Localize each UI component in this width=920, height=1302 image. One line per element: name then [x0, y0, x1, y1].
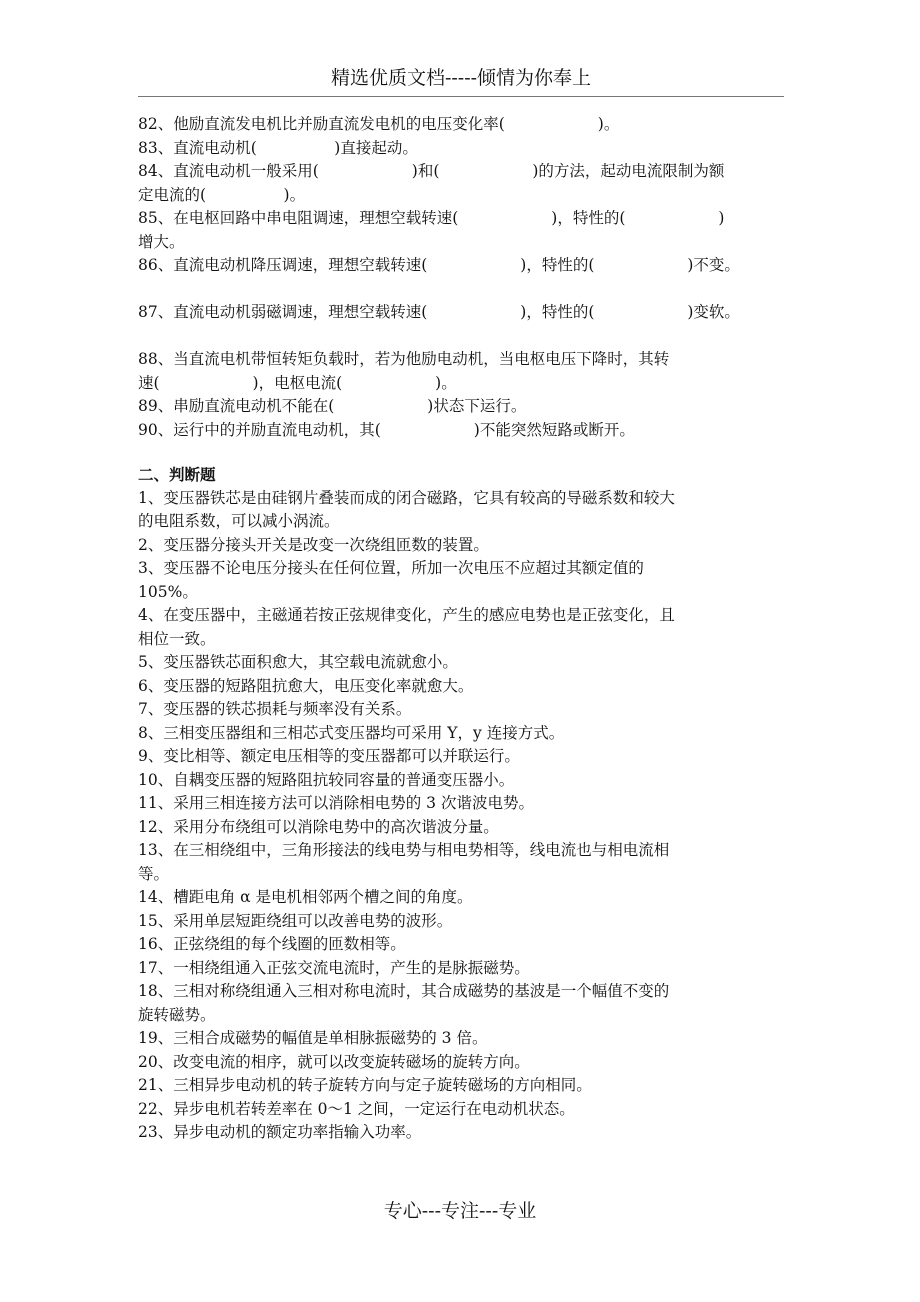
question-line: 83、直流电动机( )直接起动。	[138, 138, 418, 157]
page-footer	[0, 1196, 920, 1223]
question-line: 4、在变压器中，主磁通若按正弦规律变化，产生的感应电势也是正弦变化，且	[138, 606, 675, 624]
question-j15	[138, 910, 788, 934]
question-j23	[138, 1121, 788, 1145]
question-line: 9、变比相等、额定电压相等的变压器都可以并联运行。	[138, 747, 520, 765]
question-q83	[138, 137, 788, 161]
question-j20	[138, 1051, 788, 1075]
question-line: 14、槽距电角 α 是电机相邻两个槽之间的角度。	[138, 888, 473, 906]
question-line: 84、直流电动机一般采用( )和( )的方法，起动电流限制为额	[138, 162, 725, 180]
question-line: 82、他励直流发电机比并励直流发电机的电压变化率( )。	[138, 115, 620, 133]
question-j7	[138, 698, 788, 722]
question-line: 13、在三相绕组中，三角形接法的线电势与相电势相等，线电流也与相电流相	[138, 841, 670, 859]
question-line: 速( )，电枢电流( )。	[138, 373, 457, 392]
question-j12	[138, 816, 788, 840]
question-line: 85、在电枢回路中串电阻调速，理想空载转速( )，特性的( )	[138, 209, 725, 227]
question-j14	[138, 886, 788, 910]
question-j3	[138, 557, 788, 604]
question-line: 88、当直流电机带恒转矩负载时，若为他励电动机，当电枢电压下降时，其转	[138, 350, 670, 368]
question-line: 87、直流电动机弱磁调速，理想空载转速( )，特性的( )变软。	[138, 303, 740, 321]
question-line: 7、变压器的铁芯损耗与频率没有关系。	[138, 700, 412, 718]
question-line: 定电流的( )。	[138, 185, 306, 204]
question-line: 等。	[138, 864, 170, 883]
question-line: 增大。	[138, 232, 185, 251]
footer-text: 专心---专注---专业	[383, 1200, 537, 1222]
question-line: 90、运行中的并励直流电动机，其( )不能突然短路或断开。	[138, 420, 635, 439]
question-q87	[138, 301, 788, 325]
question-q88	[138, 348, 788, 395]
question-line: 11、采用三相连接方法可以消除相电势的 3 次谐波电势。	[138, 794, 534, 812]
question-line: 的电阻系数，可以减小涡流。	[138, 512, 340, 530]
question-line: 旋转磁势。	[138, 1005, 216, 1024]
question-line: 19、三相合成磁势的幅值是单相脉振磁势的 3 倍。	[138, 1029, 488, 1047]
question-j1	[138, 487, 788, 534]
fill-in-questions	[138, 113, 788, 442]
question-line: 10、自耦变压器的短路阻抗较同容量的普通变压器小。	[138, 770, 515, 789]
question-j5	[138, 651, 788, 675]
question-q90	[138, 419, 788, 443]
question-q84	[138, 160, 788, 207]
question-line: 相位一致。	[138, 629, 216, 648]
question-q82	[138, 113, 788, 137]
question-j16	[138, 933, 788, 957]
judgment-questions	[138, 487, 788, 1145]
question-line: 2、变压器分接头开关是改变一次绕组匝数的装置。	[138, 535, 489, 554]
question-j22	[138, 1098, 788, 1122]
document-body	[138, 113, 788, 1145]
question-line: 16、正弦绕组的每个线圈的匝数相等。	[138, 935, 406, 953]
question-line: 22、异步电机若转差率在 0～1 之间，一定运行在电动机状态。	[138, 1099, 575, 1118]
question-j17	[138, 957, 788, 981]
question-j13	[138, 839, 788, 886]
question-j19	[138, 1027, 788, 1051]
question-j10	[138, 769, 788, 793]
question-line: 89、串励直流电动机不能在( )状态下运行。	[138, 397, 527, 415]
question-line: 6、变压器的短路阻抗愈大，电压变化率就愈大。	[138, 676, 474, 695]
question-line: 21、三相异步电动机的转子旋转方向与定子旋转磁场的方向相同。	[138, 1076, 592, 1094]
question-q85	[138, 207, 788, 254]
question-j21	[138, 1074, 788, 1098]
question-j6	[138, 675, 788, 699]
question-line: 12、采用分布绕组可以消除电势中的高次谐波分量。	[138, 817, 499, 836]
question-line: 20、改变电流的相序，就可以改变旋转磁场的旋转方向。	[138, 1052, 530, 1071]
question-j11	[138, 792, 788, 816]
question-line: 18、三相对称绕组通入三相对称电流时，其合成磁势的基波是一个幅值不变的	[138, 982, 670, 1000]
question-q86	[138, 254, 788, 278]
question-line: 15、采用单层短距绕组可以改善电势的波形。	[138, 911, 453, 930]
question-line: 1、变压器铁芯是由硅钢片叠装而成的闭合磁路，它具有较高的导磁系数和较大	[138, 488, 675, 507]
question-line: 23、异步电动机的额定功率指输入功率。	[138, 1123, 422, 1141]
question-j8	[138, 722, 788, 746]
question-line: 86、直流电动机降压调速，理想空载转速( )，特性的( )不变。	[138, 256, 740, 274]
section-title: 二、判断题	[138, 465, 216, 484]
question-j9	[138, 745, 788, 769]
question-line: 3、变压器不论电压分接头在任何位置，所加一次电压不应超过其额定值的	[138, 559, 644, 577]
question-q89	[138, 395, 788, 419]
question-line: 5、变压器铁芯面积愈大，其空载电流就愈小。	[138, 653, 458, 671]
header-title: 精选优质文档-----倾情为你奉上	[330, 67, 592, 89]
question-line: 17、一相绕组通入正弦交流电流时，产生的是脉振磁势。	[138, 958, 530, 977]
question-line: 105%。	[138, 582, 198, 601]
question-j2	[138, 534, 788, 558]
page-header	[138, 60, 784, 97]
question-j4	[138, 604, 788, 651]
question-line: 8、三相变压器组和三相芯式变压器均可采用 Y，y 连接方式。	[138, 723, 565, 742]
question-j18	[138, 980, 788, 1027]
